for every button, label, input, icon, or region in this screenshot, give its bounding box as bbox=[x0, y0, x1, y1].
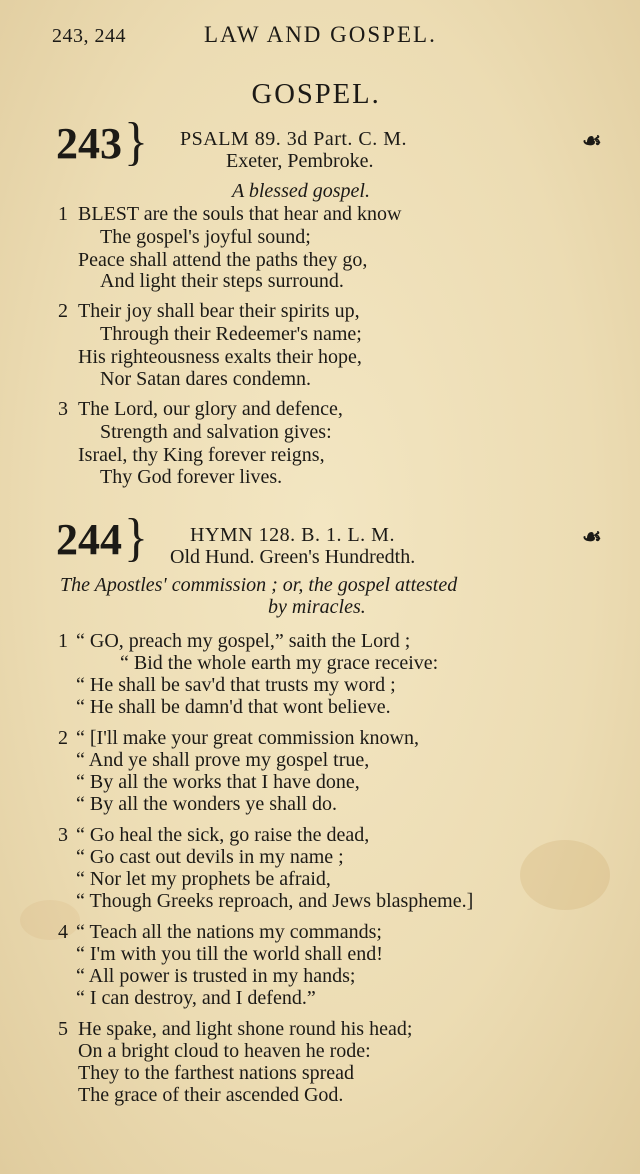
verse-number: 1 bbox=[58, 630, 68, 652]
verse-number: 5 bbox=[58, 1018, 68, 1040]
verse-line: “ Go heal the sick, go raise the dead, bbox=[76, 824, 370, 846]
verse-line: Through their Redeemer's name; bbox=[100, 323, 362, 345]
ornament-icon: ☙ bbox=[582, 128, 602, 153]
hymn-subtitle: A blessed gospel. bbox=[232, 180, 370, 202]
hymn-subtitle-continued: by miracles. bbox=[268, 596, 366, 618]
verse-line: “ Go cast out devils in my name ; bbox=[76, 846, 344, 868]
verse-line: “ By all the works that I have done, bbox=[76, 771, 360, 793]
verse-line: And light their steps surround. bbox=[100, 270, 344, 292]
verse-line: Nor Satan dares condemn. bbox=[100, 368, 312, 390]
paper-stain bbox=[20, 900, 80, 940]
verse-line: The grace of their ascended God. bbox=[78, 1084, 344, 1106]
hymn-title: PSALM 89. 3d Part. C. M. bbox=[180, 128, 408, 150]
verse-line: “ Nor let my prophets be afraid, bbox=[76, 868, 331, 890]
verse-number: 1 bbox=[58, 203, 68, 225]
verse-line: On a bright cloud to heaven he rode: bbox=[78, 1040, 371, 1062]
ornament-icon: ☙ bbox=[582, 524, 602, 549]
verse-line: “ I can destroy, and I defend.” bbox=[76, 987, 316, 1009]
verse-line: BLEST are the souls that hear and know bbox=[78, 203, 402, 225]
verse-line: “ I'm with you till the world shall end! bbox=[76, 943, 383, 965]
verse-line: “ Teach all the nations my commands; bbox=[76, 921, 382, 943]
hymn-number: 243 bbox=[56, 119, 122, 168]
verse-line: The Lord, our glory and defence, bbox=[78, 398, 343, 420]
verse-line: “ He shall be damn'd that wont believe. bbox=[76, 696, 391, 718]
verse-line: The gospel's joyful sound; bbox=[100, 226, 311, 248]
verse-line: Israel, thy King forever reigns, bbox=[78, 444, 325, 466]
hymn-title: HYMN 128. B. 1. L. M. bbox=[190, 524, 395, 546]
verse-line: “ GO, preach my gospel,” saith the Lord ; bbox=[76, 630, 411, 652]
verse-number: 4 bbox=[58, 921, 68, 943]
verse-line: They to the farthest nations spread bbox=[78, 1062, 355, 1084]
verse-line: “ All power is trusted in my hands; bbox=[76, 965, 356, 987]
page-numbers: 243, 244 bbox=[52, 25, 126, 47]
brace: } bbox=[124, 507, 148, 567]
verse-line: Their joy shall bear their spirits up, bbox=[78, 300, 360, 322]
hymn-number: 244 bbox=[56, 515, 122, 564]
verse-number: 3 bbox=[58, 398, 68, 420]
verse-line: “ [I'll make your great commission known, bbox=[76, 727, 419, 749]
running-title: LAW AND GOSPEL. bbox=[204, 22, 437, 47]
hymn-subtitle: The Apostles' commission ; or, the gospel attested bbox=[60, 574, 458, 596]
verse-number: 2 bbox=[58, 727, 68, 749]
verse-line: “ By all the wonders ye shall do. bbox=[76, 793, 338, 815]
verse-line: “ He shall be sav'd that trusts my word ; bbox=[76, 674, 396, 696]
verse-line: He spake, and light shone round his head; bbox=[78, 1018, 413, 1040]
verse-line: Thy God forever lives. bbox=[100, 466, 283, 488]
section-title: GOSPEL. bbox=[251, 78, 381, 110]
verse-number: 2 bbox=[58, 300, 68, 322]
verse-line: Peace shall attend the paths they go, bbox=[78, 249, 368, 271]
verse-line: His righteousness exalts their hope, bbox=[78, 346, 362, 368]
verse-line: “ And ye shall prove my gospel true, bbox=[76, 749, 370, 771]
verse-number: 3 bbox=[58, 824, 68, 846]
verse-line: “ Though Greeks reproach, and Jews blaspheme.] bbox=[76, 890, 474, 912]
brace: } bbox=[124, 111, 148, 171]
tune-names: Old Hund. Green's Hundredth. bbox=[170, 546, 416, 568]
paper-stain bbox=[520, 840, 610, 910]
tune-names: Exeter, Pembroke. bbox=[226, 150, 374, 172]
verse-line: “ Bid the whole earth my grace receive: bbox=[120, 652, 439, 674]
verse-line: Strength and salvation gives: bbox=[100, 421, 332, 443]
